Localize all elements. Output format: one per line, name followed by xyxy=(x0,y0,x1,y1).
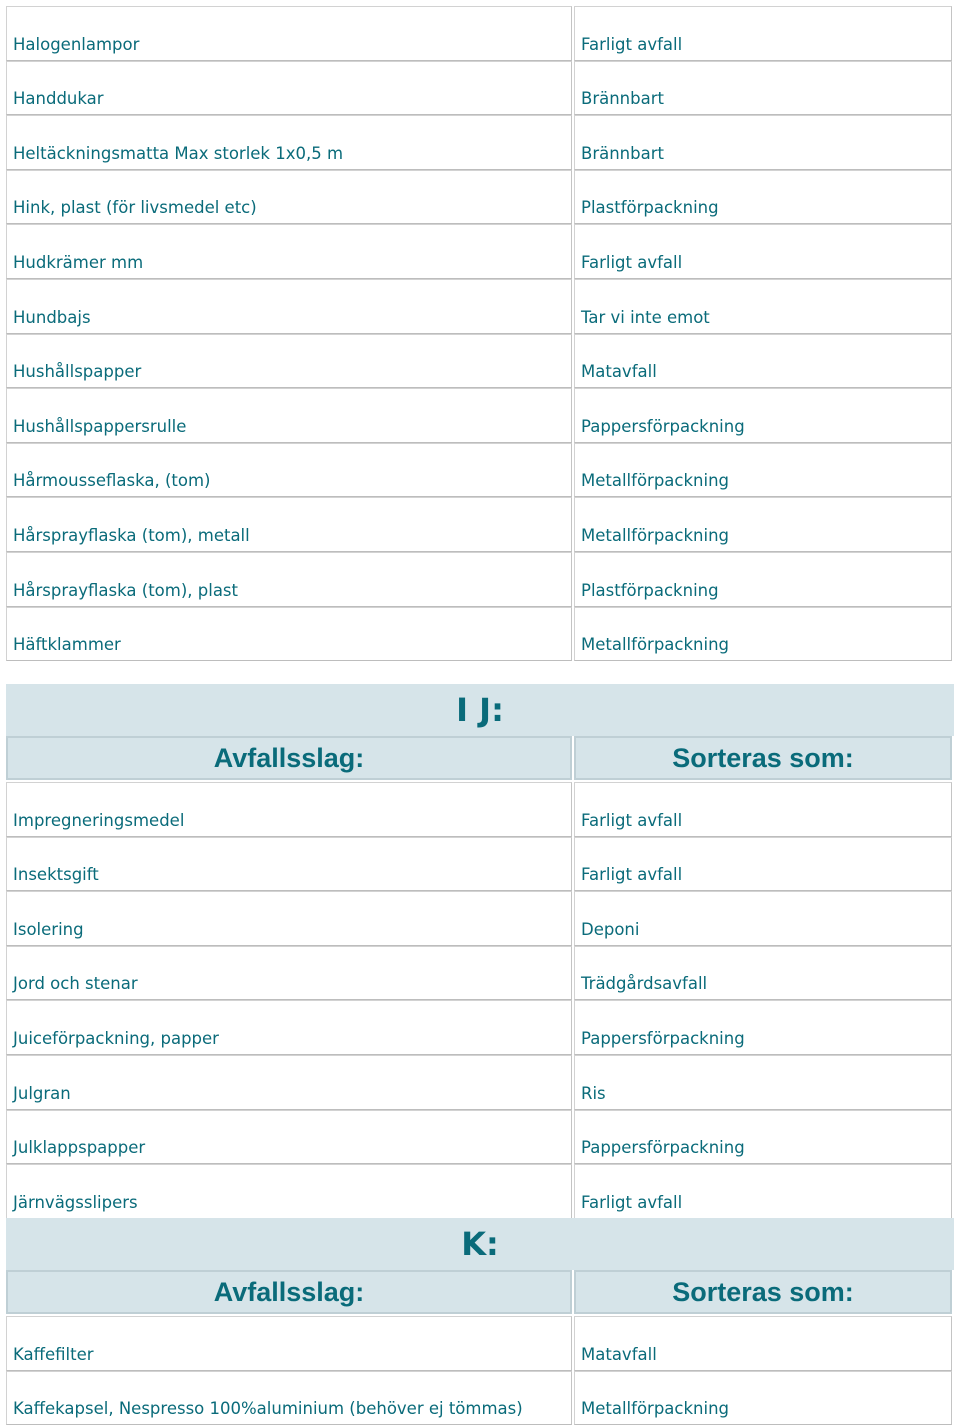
waste-item-cell: Kaffefilter xyxy=(6,1316,572,1371)
table-row xyxy=(6,170,954,225)
table-row xyxy=(6,6,954,61)
waste-item-cell: Handdukar xyxy=(6,61,572,116)
sorted-as-cell: Brännbart xyxy=(574,61,952,116)
sorted-as-cell: Plastförpackning xyxy=(574,552,952,607)
sorted-as-cell: Farligt avfall xyxy=(574,224,952,279)
table-header-ij xyxy=(6,736,954,780)
waste-item-cell: Juiceförpackning, papper xyxy=(6,1000,572,1055)
sorted-as-cell: Ris xyxy=(574,1055,952,1110)
table-row xyxy=(6,388,954,443)
table-row xyxy=(6,946,954,1001)
table-row xyxy=(6,607,954,662)
header-waste-type: Avfallsslag: xyxy=(6,736,572,780)
waste-item-cell: Häftklammer xyxy=(6,607,572,662)
table-row xyxy=(6,782,954,837)
sorted-as-cell: Deponi xyxy=(574,891,952,946)
waste-item-cell: Hårsprayflaska (tom), metall xyxy=(6,497,572,552)
sorted-as-cell: Farligt avfall xyxy=(574,782,952,837)
waste-item-cell: Julgran xyxy=(6,1055,572,1110)
sorted-as-cell: Metallförpackning xyxy=(574,497,952,552)
table-row xyxy=(6,837,954,892)
section-title-ij: I J: xyxy=(6,684,954,736)
sorted-as-cell: Metallförpackning xyxy=(574,1371,952,1426)
header-waste-type: Avfallsslag: xyxy=(6,1270,572,1314)
waste-item-cell: Hundbajs xyxy=(6,279,572,334)
table-row xyxy=(6,1110,954,1165)
header-sorted-as: Sorteras som: xyxy=(574,736,952,780)
sorted-as-cell: Farligt avfall xyxy=(574,837,952,892)
waste-item-cell: Jord och stenar xyxy=(6,946,572,1001)
sorted-as-cell: Matavfall xyxy=(574,1316,952,1371)
section-title-k: K: xyxy=(6,1218,954,1270)
sorted-as-cell: Metallförpackning xyxy=(574,443,952,498)
waste-item-cell: Hushållspappersrulle xyxy=(6,388,572,443)
sorted-as-cell: Farligt avfall xyxy=(574,6,952,61)
waste-item-cell: Impregneringsmedel xyxy=(6,782,572,837)
header-sorted-as: Sorteras som: xyxy=(574,1270,952,1314)
table-row xyxy=(6,1055,954,1110)
sorted-as-cell: Matavfall xyxy=(574,334,952,389)
sorted-as-cell: Pappersförpackning xyxy=(574,1000,952,1055)
sorted-as-cell: Farligt avfall xyxy=(574,1164,952,1219)
waste-item-cell: Heltäckningsmatta Max storlek 1x0,5 m xyxy=(6,115,572,170)
waste-item-cell: Insektsgift xyxy=(6,837,572,892)
waste-item-cell: Hårsprayflaska (tom), plast xyxy=(6,552,572,607)
table-row xyxy=(6,224,954,279)
waste-item-cell: Hudkrämer mm xyxy=(6,224,572,279)
waste-table-h xyxy=(6,6,954,661)
table-row xyxy=(6,497,954,552)
waste-table-k xyxy=(6,1316,954,1425)
table-row xyxy=(6,891,954,946)
sorted-as-cell: Tar vi inte emot xyxy=(574,279,952,334)
waste-item-cell: Julklappspapper xyxy=(6,1110,572,1165)
sorted-as-cell: Pappersförpackning xyxy=(574,1110,952,1165)
table-row xyxy=(6,115,954,170)
table-row xyxy=(6,1164,954,1219)
table-row xyxy=(6,1000,954,1055)
waste-item-cell: Järnvägsslipers xyxy=(6,1164,572,1219)
table-row xyxy=(6,61,954,116)
table-header-k xyxy=(6,1270,954,1314)
table-row xyxy=(6,443,954,498)
table-row xyxy=(6,552,954,607)
table-row xyxy=(6,1371,954,1426)
waste-item-cell: Kaffekapsel, Nespresso 100%aluminium (behöver ej tömmas) xyxy=(6,1371,572,1426)
waste-item-cell: Hink, plast (för livsmedel etc) xyxy=(6,170,572,225)
waste-item-cell: Hårmousseflaska, (tom) xyxy=(6,443,572,498)
waste-item-cell: Halogenlampor xyxy=(6,6,572,61)
sorted-as-cell: Pappersförpackning xyxy=(574,388,952,443)
waste-item-cell: Isolering xyxy=(6,891,572,946)
waste-table-ij xyxy=(6,782,954,1219)
sorted-as-cell: Brännbart xyxy=(574,115,952,170)
table-row xyxy=(6,334,954,389)
sorted-as-cell: Trädgårdsavfall xyxy=(574,946,952,1001)
table-row xyxy=(6,1316,954,1371)
waste-item-cell: Hushållspapper xyxy=(6,334,572,389)
table-row xyxy=(6,279,954,334)
sorted-as-cell: Plastförpackning xyxy=(574,170,952,225)
sorted-as-cell: Metallförpackning xyxy=(574,607,952,662)
